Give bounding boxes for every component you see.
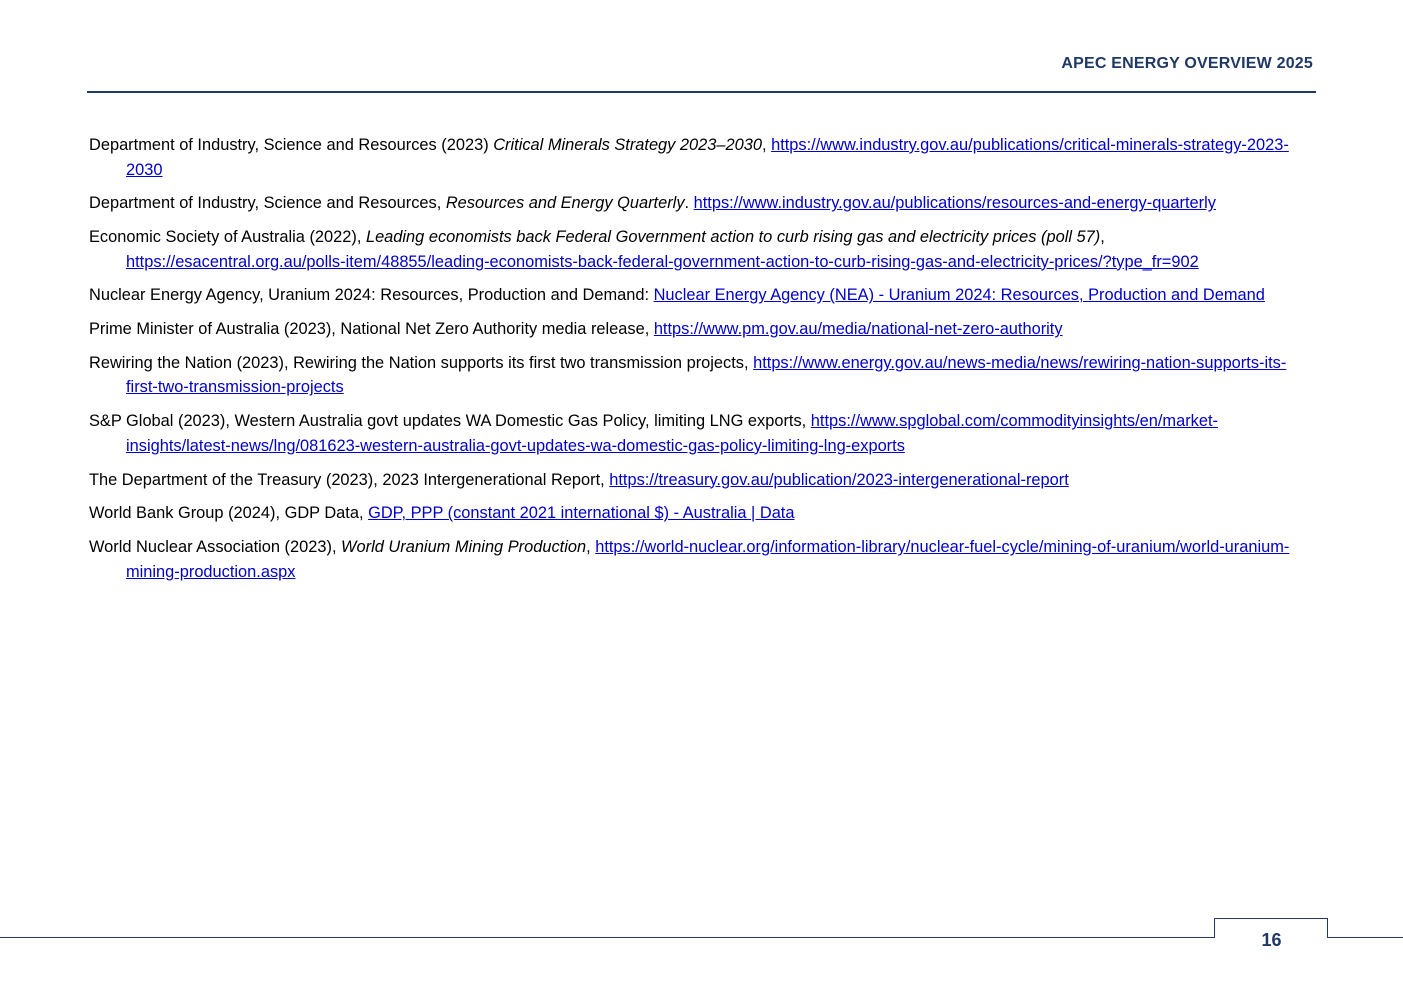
reference-link[interactable]: Nuclear Energy Agency (NEA) - Uranium 2024: Resources, Production and Demand	[653, 286, 1265, 305]
reference-text: World Nuclear Association (2023),	[89, 538, 342, 557]
reference-text: World Bank Group (2024), GDP Data,	[89, 504, 369, 523]
reference-text: Department of Industry, Science and Resources (2023)	[89, 136, 494, 154]
reference-item	[89, 468, 1317, 493]
reference-item	[89, 191, 1317, 216]
reference-item	[89, 351, 1317, 400]
reference-item	[89, 317, 1317, 342]
footer-divider	[0, 937, 1215, 938]
reference-title: Resources and Energy Quarterly	[445, 194, 685, 213]
reference-item	[89, 535, 1317, 584]
reference-link[interactable]: GDP, PPP (constant 2021 international $) - Australia | Data	[368, 504, 795, 523]
reference-separator: ,	[761, 136, 772, 154]
reference-link[interactable]: https://world-nuclear.org/information-library/nuclear-fuel-cycle/mining-of-uranium/world-uranium-mining-production.aspx	[126, 538, 1290, 581]
reference-title: Leading economists back Federal Government action to curb rising gas and electricity prices (poll 57)	[365, 228, 1101, 247]
reference-link[interactable]: https://esacentral.org.au/polls-item/48855/leading-economists-back-federal-government-action-to-curb-rising-gas-and-electricity-prices/?type_fr=902	[126, 252, 1199, 271]
header-divider	[87, 91, 1316, 93]
reference-link[interactable]: https://www.industry.gov.au/publications/critical-minerals-strategy-2023-2030	[126, 136, 1289, 179]
reference-text: Economic Society of Australia (2022),	[89, 228, 366, 247]
reference-link[interactable]: https://www.spglobal.com/commodityinsights/en/market-insights/latest-news/lng/081623-western-australia-govt-updates-wa-domestic-gas-policy-limiting-lng-exports	[126, 412, 1218, 455]
reference-link[interactable]: https://www.industry.gov.au/publications/resources-and-energy-quarterly	[693, 194, 1216, 213]
reference-list	[89, 133, 1317, 593]
reference-text: Prime Minister of Australia (2023), National Net Zero Authority media release,	[89, 320, 654, 339]
reference-text: S&P Global (2023), Western Australia govt updates WA Domestic Gas Policy, limiting LNG exports,	[89, 412, 811, 431]
reference-item	[89, 409, 1317, 458]
reference-item	[89, 501, 1317, 526]
reference-item	[89, 133, 1317, 182]
reference-title: Critical Minerals Strategy 2023–2030	[493, 136, 762, 154]
reference-separator: ,	[586, 538, 596, 557]
reference-separator: .	[684, 194, 694, 213]
reference-link[interactable]: https://www.pm.gov.au/media/national-net-zero-authority	[653, 320, 1063, 339]
footer-divider	[1327, 937, 1403, 938]
reference-text: Rewiring the Nation (2023), Rewiring the Nation supports its first two transmission projects,	[89, 353, 754, 372]
reference-link[interactable]: https://www.energy.gov.au/news-media/news/rewiring-nation-supports-its-first-two-transmission-projects	[126, 353, 1287, 397]
reference-link[interactable]: https://treasury.gov.au/publication/2023-intergenerational-report	[609, 470, 1069, 489]
reference-text: Department of Industry, Science and Resources,	[89, 194, 446, 213]
document-header-title: APEC ENERGY OVERVIEW 2025	[1061, 55, 1313, 72]
reference-item	[89, 283, 1317, 308]
page-number: 16	[1261, 930, 1282, 950]
reference-separator: ,	[1100, 228, 1105, 247]
reference-text: The Department of the Treasury (2023), 2023 Intergenerational Report,	[89, 470, 610, 489]
reference-text: Nuclear Energy Agency, Uranium 2024: Resources, Production and Demand:	[89, 286, 654, 305]
reference-item	[89, 225, 1317, 274]
reference-title: World Uranium Mining Production	[341, 538, 587, 557]
